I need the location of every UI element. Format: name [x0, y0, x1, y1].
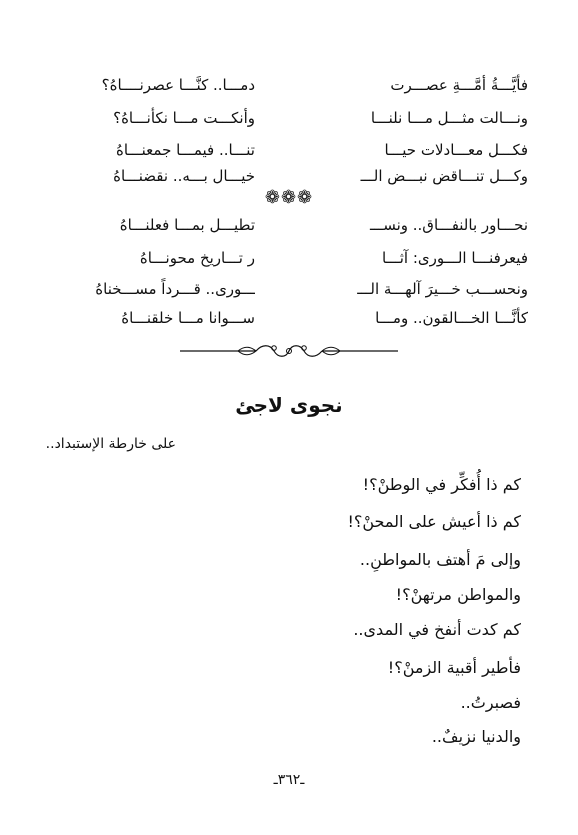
- verse-row: [0, 274, 578, 304]
- verse-row: [0, 103, 578, 133]
- verse-left-hemistich: خيـــال بـــه.. نقضنـــاهُ: [113, 167, 255, 185]
- poem-line: وإلى مَ أهتف بالمواطنِ..: [359, 550, 521, 569]
- poem-line: فأطير أقبية الزمنْ؟!: [387, 658, 521, 677]
- verse-right-hemistich: كأنَّـــا الخـــالقون.. ومـــا: [375, 309, 528, 327]
- stanza-separator: ❁❁❁: [264, 187, 314, 208]
- verse-left-hemistich: تنـــا.. فيمـــا جمعنـــاهُ: [116, 141, 255, 159]
- verse-right-hemistich: فأيَّـــةُ أمَّـــةِ عصـــرت: [390, 76, 528, 94]
- verse-right-hemistich: فيعرفنـــا الـــورى: آثـــا: [381, 249, 528, 267]
- poem-line: كم ذا أُفكِّر في الوطنْ؟!: [362, 475, 521, 494]
- verse-row: [0, 70, 578, 100]
- poem-line: كم كدت أنفخ في المدى..: [353, 620, 521, 639]
- verse-right-hemistich: فكـــل معـــادلات حيـــا: [384, 141, 528, 159]
- poem-line: فصبرتُ..: [460, 693, 521, 712]
- ornamental-divider: [178, 342, 400, 360]
- page-number: ـ٣٦٢ـ: [273, 772, 305, 788]
- poem-line: والدنيا نزيفٌ..: [431, 727, 521, 746]
- verse-row: [0, 303, 578, 333]
- verse-left-hemistich: وأنكـــت مـــا نكأنـــاهُ؟: [113, 109, 255, 127]
- poem-title: نجوى لاجئ: [235, 393, 343, 417]
- verse-left-hemistich: ر تـــاريخ محونـــاهُ: [139, 249, 255, 267]
- verse-row: [0, 243, 578, 273]
- poem-line: والمواطن مرتهنْ؟!: [395, 585, 521, 604]
- verse-row: [0, 210, 578, 240]
- verse-right-hemistich: وكـــل تنـــاقض نبـــض الـــ: [360, 167, 528, 185]
- verse-left-hemistich: ســـوانا مـــا خلقنـــاهُ: [121, 309, 255, 327]
- verse-right-hemistich: ونحســـب خـــيرَ آلهـــة الـــ: [357, 280, 528, 298]
- verse-right-hemistich: ونـــالت مثـــل مـــا نلنـــا: [370, 109, 528, 127]
- verse-left-hemistich: ـــورى.. قـــرداً مســـخناهُ: [95, 280, 255, 298]
- poem-line: كم ذا أعيش على المحنْ؟!: [347, 512, 521, 531]
- verse-left-hemistich: دمـــا.. كنَّـــا عصرنــــاهُ؟: [101, 76, 255, 94]
- verse-right-hemistich: نحـــاور بالنفـــاق.. ونســـ: [370, 216, 528, 234]
- poem-subtitle: على خارطة الإستبداد..: [45, 436, 176, 452]
- verse-left-hemistich: تطيـــل بمـــا فعلنـــاهُ: [119, 216, 255, 234]
